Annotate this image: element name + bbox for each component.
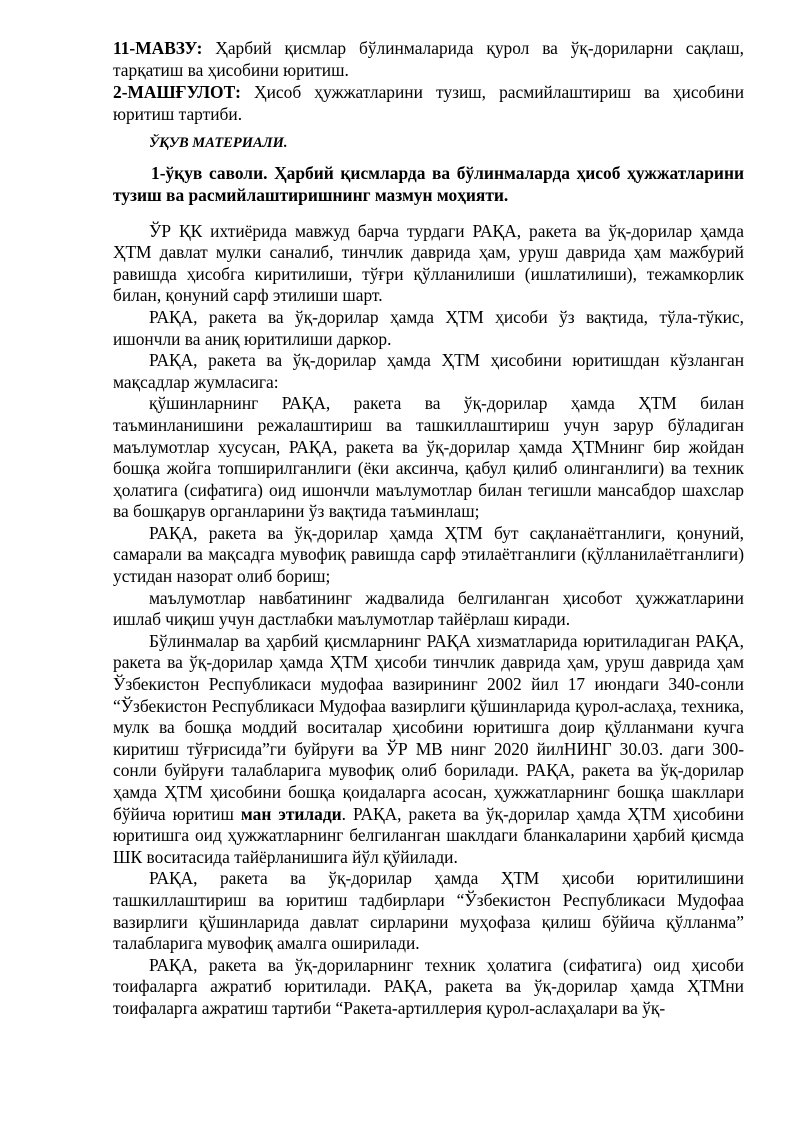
paragraph: РАҚА, ракета ва ўқ-дориларнинг техник ҳолатига (сифатига) оид ҳисоби тоифаларга ажратиб юритилади. РАҚА, ракета ва ўқ-дорилар ҳамда ҲТМни тоифаларга ажратиш тартиби “Ракета-артиллерия қурол-аслаҳалари ва ўқ- bbox=[113, 954, 744, 1018]
lesson-text: Ҳисоб ҳужжатларини тузиш, расмийлаштириш ва ҳисобини юритиш тартиби. bbox=[113, 82, 744, 124]
question-heading: 1-ўқув саволи. Ҳарбий қисмларда ва бўлинмаларда ҳисоб ҳужжатларини тузиш ва расмийлаштиришнинг мазмун моҳияти. bbox=[113, 163, 744, 205]
paragraph-text: . РАҚА, ракета ва ўқ-дорилар ҳамда ҲТМ ҳисобини юритишга оид ҳужжатларнинг белгиланган шаклдаги бланкаларини ҳарбий қисмда ШК воситасида тайёрланишига йўл қўйилади. bbox=[113, 803, 744, 867]
paragraph: РАҚА, ракета ва ўқ-дорилар ҳамда ҲТМ ҳисоби ўз вақтида, тўла-тўкис, ишончли ва аниқ юритилиши даркор. bbox=[113, 306, 744, 349]
paragraph-with-emphasis bbox=[113, 631, 744, 869]
paragraph: РАҚА, ракета ва ўқ-дорилар ҳамда ҲТМ ҳисоби юритилишини ташкиллаштириш ва юритиш тадбирлари “Ўзбекистон Республикаси Мудофаа вазирлиги қўшинларида давлат сирларини муҳофаза қилиш бўйича қўлланма” талабларига мувофиқ амалга оширилади. bbox=[113, 868, 744, 954]
paragraph: қўшинларнинг РАҚА, ракета ва ўқ-дорилар ҳамда ҲТМ билан таъминланишини режалаштириш ва ташкиллаштириш учун зарур бўладиган маълумотлар хусусан, РАҚА, ракета ва ўқ-дорилар ҳамда ҲТМнинг бир жойдан бошқа жойга топширилганлиги (ёки аксинча, қабул қилиб олинганлиги) ва техник ҳолатига (сифатига) оид ишончли маълумотлар билан тегишли мансабдор шахслар ва бошқарув органларини ўз вақтида таъминлаш; bbox=[113, 393, 744, 522]
topic-heading bbox=[113, 38, 744, 81]
spacer bbox=[113, 207, 744, 221]
lesson-heading bbox=[113, 82, 744, 125]
paragraph: ЎР ҚК ихтиёрида мавжуд барча турдаги РАҚА, ракета ва ўқ-дорилар ҳамда ҲТМ давлат мулки саналиб, тинчлик даврида ҳам, уруш даврида ҳам мажбурий равишда ҳисобга киритилиши, тўғри қўлланилиши (ишлатилиши), тежамкорлик билан, қонуний сарф этилиши шарт. bbox=[113, 220, 744, 306]
lesson-label: 2-МАШҒУЛОТ: bbox=[113, 82, 241, 103]
topic-label: 11-МАВЗУ: bbox=[113, 38, 203, 58]
paragraph-text: Бўлинмалар ва ҳарбий қисмларнинг РАҚА хизматларида юритиладиган РАҚА, ракета ва ўқ-дорилар ҳамда ҲТМ ҳисоби тинчлик даврида ҳам, уруш даврида ҳам Ўзбекистон Республикаси мудофаа вазирининг 2002 йил 17 июндаги 340-сонли “Ўзбекистон Республикаси Мудофаа вазирлиги қўшинларида қурол-аслаҳа, техника, мулк ва бошқа моддий воситалар ҳисобини юритишга доир қўлланмани кучга киритиш тўғрисида”ги буйруғи ва ЎР МВ нинг 2020 йилНИНГ 30.03. даги 300-сонли буйруғи талабларига мувофиқ олиб борилади. РАҚА, ракета ва ўқ-дорилар ҳамда ҲТМ ҳисобини бошқа қоидаларга асосан, ҳужжатларнинг бошқа шакллари бўйича юритиш bbox=[113, 630, 744, 824]
paragraph: РАҚА, ракета ва ўқ-дорилар ҳамда ҲТМ ҳисобини юритишдан кўзланган мақсадлар жумласига: bbox=[113, 350, 744, 392]
document-page bbox=[113, 38, 744, 1020]
material-heading: ЎҚУВ МАТЕРИАЛИ. bbox=[149, 135, 288, 152]
paragraph: маълумотлар навбатининг жадвалида белгиланган ҳисобот ҳужжатларини ишлаб чиқиш учун дастлабки маълумотлар тайёрлаш киради. bbox=[113, 587, 744, 630]
paragraph: РАҚА, ракета ва ўқ-дорилар ҳамда ҲТМ бут сақланаётганлиги, қонуний, самарали ва мақсадга мувофиқ равишда сарф этилаётганлиги (қўлланилаётганлиги) устидан назорат олиб бориш; bbox=[113, 522, 744, 587]
topic-text: Ҳарбий қисмлар бўлинмаларида қурол ва ўқ-дориларни сақлаш, тарқатиш ва ҳисобини юритиш. bbox=[113, 38, 744, 80]
emphasis-text: ман этилади bbox=[240, 803, 342, 824]
